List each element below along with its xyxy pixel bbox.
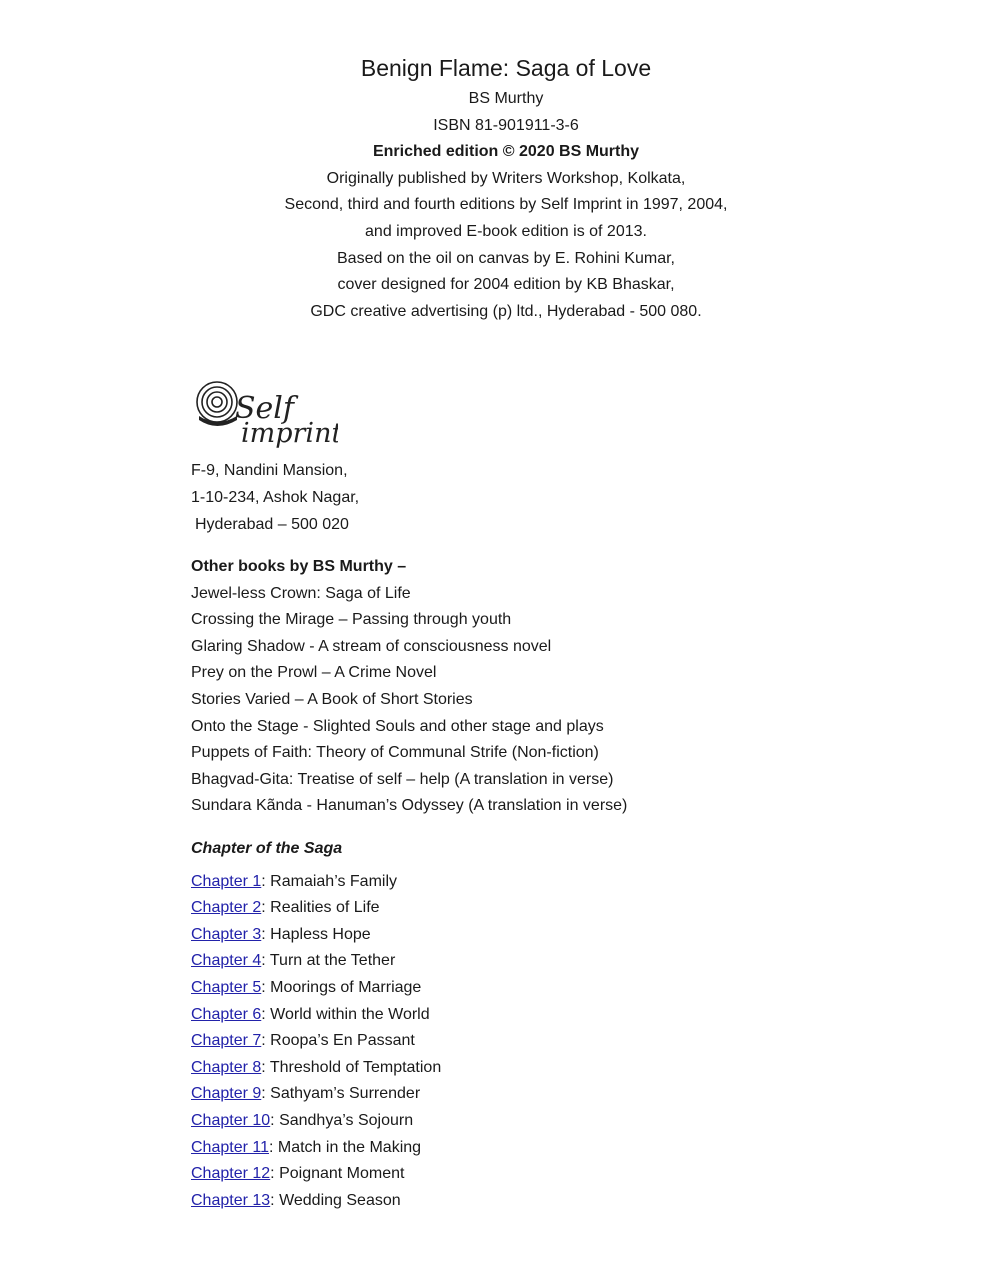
book-item: Bhagvad-Gita: Treatise of self – help (A translation in verse) <box>191 770 614 788</box>
book-item: Prey on the Prowl – A Crime Novel <box>191 664 437 682</box>
chapter-title: : Sandhya’s Sojourn <box>270 1111 414 1129</box>
address-line: F-9, Nandini Mansion, <box>191 462 348 479</box>
chapter-link[interactable]: Chapter 12 <box>191 1165 271 1183</box>
chapter-item <box>191 1002 751 1029</box>
chapters-heading: Chapter of the Saga <box>191 840 343 857</box>
isbn: ISBN 81-901911-3-6 <box>433 116 579 134</box>
address-line: 1-10-234, Ashok Nagar, <box>191 489 360 506</box>
publication-line: Originally published by Writers Workshop, Kolkata, <box>326 169 686 187</box>
chapter-link[interactable]: Chapter 8 <box>191 1058 262 1076</box>
chapter-link[interactable]: Chapter 13 <box>191 1191 271 1209</box>
chapter-item <box>191 948 751 975</box>
book-item: Onto the Stage - Slighted Souls and other stage and plays <box>191 717 604 735</box>
book-item: Jewel-less Crown: Saga of Life <box>191 584 411 602</box>
author: BS Murthy <box>468 90 544 107</box>
publisher-address <box>191 457 751 538</box>
chapters-section <box>191 836 751 1214</box>
title-block <box>0 52 990 325</box>
chapter-item <box>191 922 751 949</box>
book-item: Glaring Shadow - A stream of consciousness novel <box>191 637 552 655</box>
book-item: Crossing the Mirage – Passing through youth <box>191 611 512 629</box>
chapter-link[interactable]: Chapter 7 <box>191 1032 262 1050</box>
chapter-title: : Wedding Season <box>270 1191 401 1209</box>
chapter-title: : Threshold of Temptation <box>261 1058 442 1076</box>
chapter-link[interactable]: Chapter 1 <box>191 872 262 890</box>
chapter-item <box>191 1028 751 1055</box>
svg-text:Self: Self <box>235 391 295 426</box>
chapter-item <box>191 1108 751 1135</box>
chapter-item <box>191 975 751 1002</box>
chapter-link[interactable]: Chapter 9 <box>191 1085 262 1103</box>
chapter-title: : Realities of Life <box>261 899 380 917</box>
chapter-item <box>191 1055 751 1082</box>
book-item: Stories Varied – A Book of Short Stories <box>191 690 473 708</box>
chapter-link[interactable]: Chapter 10 <box>191 1111 271 1129</box>
chapter-item <box>191 1188 751 1215</box>
chapter-link[interactable]: Chapter 4 <box>191 952 262 970</box>
publication-line: Second, third and fourth editions by Self Imprint in 1997, 2004, <box>284 196 728 214</box>
other-books-heading: Other books by BS Murthy – <box>191 558 407 575</box>
chapter-item <box>191 869 751 896</box>
chapter-item <box>191 1081 751 1108</box>
chapter-title: : Poignant Moment <box>270 1165 405 1183</box>
chapter-title: : Sathyam’s Surrender <box>261 1085 421 1103</box>
edition-note: Enriched edition © 2020 BS Murthy <box>372 143 640 161</box>
chapter-item <box>191 1161 751 1188</box>
publication-line: and improved E-book edition is of 2013. <box>365 222 647 240</box>
chapter-title: : Ramaiah’s Family <box>261 872 398 890</box>
other-books-section <box>191 554 751 820</box>
chapter-item <box>191 1135 751 1162</box>
book-item: Sundara Kãnda - Hanuman’s Odyssey (A translation in verse) <box>191 797 628 815</box>
chapter-link[interactable]: Chapter 11 <box>191 1138 269 1156</box>
address-line: Hyderabad – 500 020 <box>195 516 349 533</box>
chapter-item <box>191 895 751 922</box>
svg-text:imprint: imprint <box>241 418 338 449</box>
chapter-title: : Roopa’s En Passant <box>261 1032 415 1050</box>
self-imprint-logo <box>193 376 338 460</box>
chapter-title: : Turn at the Tether <box>261 952 396 970</box>
chapter-link[interactable]: Chapter 6 <box>191 1005 262 1023</box>
publication-line: GDC creative advertising (p) ltd., Hyderabad - 500 080. <box>310 302 702 320</box>
chapter-link[interactable]: Chapter 5 <box>191 978 262 996</box>
book-title: Benign Flame: Saga of Love <box>360 55 652 81</box>
chapter-title: : Hapless Hope <box>261 925 371 943</box>
chapter-link[interactable]: Chapter 2 <box>191 899 262 917</box>
chapter-title: : Moorings of Marriage <box>261 978 422 996</box>
publication-line: Based on the oil on canvas by E. Rohini Kumar, <box>337 249 675 267</box>
chapter-link[interactable]: Chapter 3 <box>191 925 262 943</box>
publication-line: cover designed for 2004 edition by KB Bhaskar, <box>337 276 675 294</box>
chapter-title: : Match in the Making <box>268 1138 422 1156</box>
chapter-title: : World within the World <box>261 1005 430 1023</box>
book-item: Puppets of Faith: Theory of Communal Strife (Non-fiction) <box>191 744 599 762</box>
